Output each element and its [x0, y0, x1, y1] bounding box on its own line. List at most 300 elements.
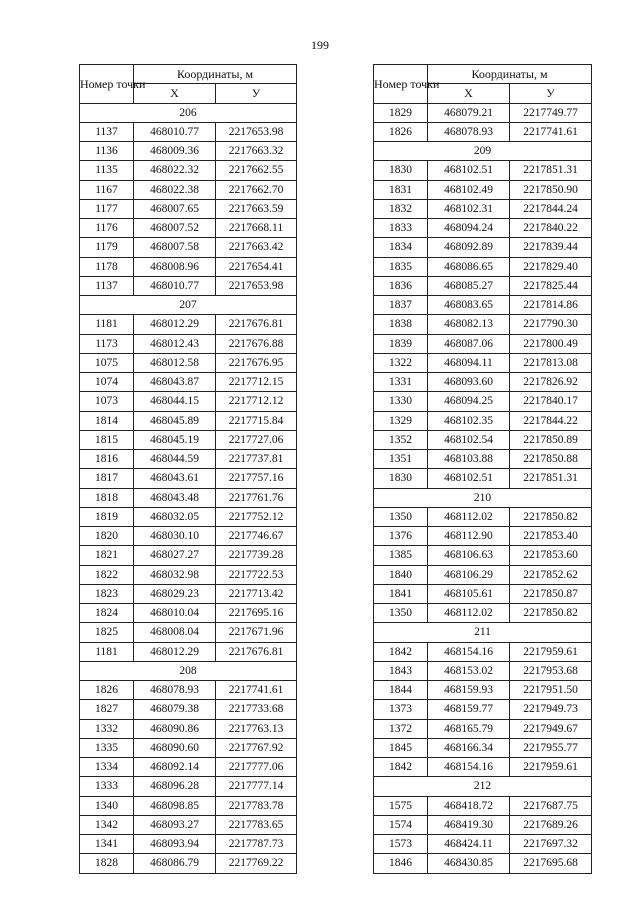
- x-coordinate-cell: 468010.77: [134, 276, 216, 295]
- y-coordinate-cell: 2217676.81: [216, 642, 297, 661]
- point-number-cell: 1845: [374, 738, 428, 757]
- y-coordinate-cell: 2217825.44: [510, 276, 592, 295]
- table-row: [80, 738, 297, 757]
- table-row: [80, 604, 297, 623]
- y-coordinate-cell: 2217752.12: [216, 507, 297, 526]
- table-body-left: [80, 103, 297, 873]
- x-coordinate-cell: 468103.88: [428, 450, 510, 469]
- x-coordinate-cell: 468022.38: [134, 180, 216, 199]
- y-coordinate-cell: 2217653.98: [216, 122, 297, 141]
- point-number-cell: 1834: [374, 238, 428, 257]
- x-coordinate-cell: 468007.52: [134, 219, 216, 238]
- y-coordinate-cell: 2217800.49: [510, 334, 592, 353]
- x-coordinate-cell: 468090.60: [134, 738, 216, 757]
- x-coordinate-cell: 468092.89: [428, 238, 510, 257]
- point-number-cell: 1385: [374, 546, 428, 565]
- group-row: [374, 488, 592, 507]
- table-row: [374, 796, 592, 815]
- table-row: [374, 507, 592, 526]
- x-coordinate-cell: 468105.61: [428, 584, 510, 603]
- y-coordinate-cell: 2217763.13: [216, 719, 297, 738]
- point-number-cell: 1575: [374, 796, 428, 815]
- x-coordinate-cell: 468112.02: [428, 507, 510, 526]
- table-row: [374, 411, 592, 430]
- point-number-cell: 1352: [374, 430, 428, 449]
- x-coordinate-cell: 468086.79: [134, 854, 216, 873]
- y-coordinate-cell: 2217826.92: [510, 373, 592, 392]
- y-coordinate-cell: 2217663.42: [216, 238, 297, 257]
- table-row: [374, 758, 592, 777]
- point-number-cell: 1350: [374, 604, 428, 623]
- point-number-cell: 1335: [80, 738, 134, 757]
- point-number-cell: 1828: [80, 854, 134, 873]
- point-number-cell: 1329: [374, 411, 428, 430]
- point-number-cell: 1814: [80, 411, 134, 430]
- point-number-cell: 1821: [80, 546, 134, 565]
- point-number-cell: 1842: [374, 642, 428, 661]
- point-number-cell: 1844: [374, 681, 428, 700]
- y-coordinate-cell: 2217663.59: [216, 199, 297, 218]
- point-number-header: Номер точки: [374, 65, 428, 104]
- group-number: 212: [374, 777, 592, 796]
- y-coordinate-cell: 2217850.87: [510, 584, 592, 603]
- x-coordinate-cell: 468102.51: [428, 161, 510, 180]
- x-coordinate-cell: 468043.48: [134, 488, 216, 507]
- point-number-cell: 1340: [80, 796, 134, 815]
- point-number-cell: 1838: [374, 315, 428, 334]
- table-row: [80, 623, 297, 642]
- y-coordinate-cell: 2217737.81: [216, 450, 297, 469]
- y-coordinate-cell: 2217676.81: [216, 315, 297, 334]
- x-coordinate-cell: 468022.32: [134, 161, 216, 180]
- y-coordinate-cell: 2217851.31: [510, 161, 592, 180]
- y-coordinate-cell: 2217749.77: [510, 103, 592, 122]
- x-coordinate-cell: 468102.49: [428, 180, 510, 199]
- y-coordinate-cell: 2217712.15: [216, 373, 297, 392]
- y-coordinate-cell: 2217839.44: [510, 238, 592, 257]
- y-coordinate-cell: 2217949.73: [510, 700, 592, 719]
- x-coordinate-cell: 468102.54: [428, 430, 510, 449]
- x-header: X: [134, 84, 216, 103]
- table-body-right: [374, 103, 592, 873]
- y-coordinate-cell: 2217739.28: [216, 546, 297, 565]
- point-number-cell: 1333: [80, 777, 134, 796]
- x-coordinate-cell: 468166.34: [428, 738, 510, 757]
- point-number-cell: 1817: [80, 469, 134, 488]
- y-header: У: [510, 84, 592, 103]
- y-coordinate-cell: 2217853.60: [510, 546, 592, 565]
- point-number-cell: 1824: [80, 604, 134, 623]
- point-number-cell: 1179: [80, 238, 134, 257]
- y-coordinate-cell: 2217850.82: [510, 604, 592, 623]
- table-row: [374, 238, 592, 257]
- x-coordinate-cell: 468032.98: [134, 565, 216, 584]
- x-coordinate-cell: 468093.27: [134, 815, 216, 834]
- x-coordinate-cell: 468012.43: [134, 334, 216, 353]
- y-coordinate-cell: 2217840.17: [510, 392, 592, 411]
- x-coordinate-cell: 468092.14: [134, 758, 216, 777]
- y-coordinate-cell: 2217746.67: [216, 527, 297, 546]
- point-number-cell: 1830: [374, 161, 428, 180]
- x-coordinate-cell: 468106.63: [428, 546, 510, 565]
- y-coordinate-cell: 2217949.67: [510, 719, 592, 738]
- x-coordinate-cell: 468083.65: [428, 296, 510, 315]
- x-header: X: [428, 84, 510, 103]
- y-coordinate-cell: 2217741.61: [510, 122, 592, 141]
- x-coordinate-cell: 468008.04: [134, 623, 216, 642]
- table-row: [80, 315, 297, 334]
- y-coordinate-cell: 2217955.77: [510, 738, 592, 757]
- x-coordinate-cell: 468008.96: [134, 257, 216, 276]
- table-row: [80, 257, 297, 276]
- point-number-cell: 1330: [374, 392, 428, 411]
- table-row: [80, 142, 297, 161]
- y-coordinate-cell: 2217757.16: [216, 469, 297, 488]
- group-row: [80, 296, 297, 315]
- point-number-cell: 1181: [80, 315, 134, 334]
- group-row: [80, 103, 297, 122]
- y-coordinate-cell: 2217741.61: [216, 681, 297, 700]
- y-coordinate-cell: 2217853.40: [510, 527, 592, 546]
- table-row: [80, 392, 297, 411]
- point-number-cell: 1831: [374, 180, 428, 199]
- point-number-cell: 1826: [80, 681, 134, 700]
- x-coordinate-cell: 468032.05: [134, 507, 216, 526]
- point-number-cell: 1842: [374, 758, 428, 777]
- table-row: [80, 546, 297, 565]
- y-coordinate-cell: 2217676.95: [216, 353, 297, 372]
- y-coordinate-cell: 2217783.65: [216, 815, 297, 834]
- point-number-cell: 1827: [80, 700, 134, 719]
- point-number-cell: 1136: [80, 142, 134, 161]
- table-row: [374, 738, 592, 757]
- x-coordinate-cell: 468012.29: [134, 315, 216, 334]
- point-number-cell: 1830: [374, 469, 428, 488]
- x-coordinate-cell: 468043.61: [134, 469, 216, 488]
- y-coordinate-cell: 2217850.90: [510, 180, 592, 199]
- table-row: [374, 180, 592, 199]
- point-number-cell: 1135: [80, 161, 134, 180]
- y-coordinate-cell: 2217671.96: [216, 623, 297, 642]
- y-coordinate-cell: 2217850.88: [510, 450, 592, 469]
- table-row: [80, 835, 297, 854]
- point-number-cell: 1181: [80, 642, 134, 661]
- y-coordinate-cell: 2217813.08: [510, 353, 592, 372]
- table-row: [374, 199, 592, 218]
- point-number-cell: 1818: [80, 488, 134, 507]
- table-row: [374, 373, 592, 392]
- table-row: [374, 527, 592, 546]
- x-coordinate-cell: 468086.65: [428, 257, 510, 276]
- table-row: [80, 334, 297, 353]
- x-coordinate-cell: 468082.13: [428, 315, 510, 334]
- y-coordinate-cell: 2217850.82: [510, 507, 592, 526]
- table-row: [80, 488, 297, 507]
- coordinates-header: Координаты, м: [134, 65, 297, 84]
- x-coordinate-cell: 468030.10: [134, 527, 216, 546]
- y-coordinate-cell: 2217777.06: [216, 758, 297, 777]
- y-coordinate-cell: 2217715.84: [216, 411, 297, 430]
- point-number-cell: 1376: [374, 527, 428, 546]
- table-row: [80, 796, 297, 815]
- x-coordinate-cell: 468424.11: [428, 835, 510, 854]
- table-row: [374, 681, 592, 700]
- group-row: [374, 142, 592, 161]
- point-number-cell: 1839: [374, 334, 428, 353]
- table-row: [80, 854, 297, 873]
- y-coordinate-cell: 2217829.40: [510, 257, 592, 276]
- point-number-header: Номер точки: [80, 65, 134, 104]
- x-coordinate-cell: 468012.58: [134, 353, 216, 372]
- x-coordinate-cell: 468102.51: [428, 469, 510, 488]
- table-row: [374, 103, 592, 122]
- table-row: [80, 180, 297, 199]
- point-number-cell: 1342: [80, 815, 134, 834]
- y-coordinate-cell: 2217851.31: [510, 469, 592, 488]
- y-coordinate-cell: 2217777.14: [216, 777, 297, 796]
- y-coordinate-cell: 2217662.70: [216, 180, 297, 199]
- table-row: [374, 719, 592, 738]
- y-coordinate-cell: 2217959.61: [510, 758, 592, 777]
- y-coordinate-cell: 2217733.68: [216, 700, 297, 719]
- group-number: 209: [374, 142, 592, 161]
- coordinates-header: Координаты, м: [428, 65, 592, 84]
- y-coordinate-cell: 2217852.62: [510, 565, 592, 584]
- table-row: [80, 507, 297, 526]
- x-coordinate-cell: 468027.27: [134, 546, 216, 565]
- table-row: [80, 238, 297, 257]
- table-row: [80, 815, 297, 834]
- table-row: [374, 430, 592, 449]
- y-coordinate-cell: 2217663.32: [216, 142, 297, 161]
- x-coordinate-cell: 468085.27: [428, 276, 510, 295]
- table-row: [374, 815, 592, 834]
- table-row: [80, 777, 297, 796]
- y-coordinate-cell: 2217850.89: [510, 430, 592, 449]
- point-number-cell: 1351: [374, 450, 428, 469]
- table-row: [374, 700, 592, 719]
- x-coordinate-cell: 468154.16: [428, 642, 510, 661]
- y-coordinate-cell: 2217767.92: [216, 738, 297, 757]
- group-row: [374, 623, 592, 642]
- y-coordinate-cell: 2217814.86: [510, 296, 592, 315]
- table-row: [80, 411, 297, 430]
- coordinates-table-left: [79, 64, 297, 874]
- point-number-cell: 1826: [374, 122, 428, 141]
- table-row: [80, 758, 297, 777]
- y-coordinate-cell: 2217769.22: [216, 854, 297, 873]
- x-coordinate-cell: 468043.87: [134, 373, 216, 392]
- x-coordinate-cell: 468106.29: [428, 565, 510, 584]
- point-number-cell: 1373: [374, 700, 428, 719]
- coordinates-table-right: [373, 64, 592, 874]
- group-row: [80, 661, 297, 680]
- point-number-cell: 1835: [374, 257, 428, 276]
- point-number-cell: 1841: [374, 584, 428, 603]
- y-header: У: [216, 84, 297, 103]
- table-row: [374, 257, 592, 276]
- table-row: [80, 565, 297, 584]
- x-coordinate-cell: 468012.29: [134, 642, 216, 661]
- x-coordinate-cell: 468096.28: [134, 777, 216, 796]
- y-coordinate-cell: 2217668.11: [216, 219, 297, 238]
- point-number-cell: 1167: [80, 180, 134, 199]
- x-coordinate-cell: 468159.93: [428, 681, 510, 700]
- x-coordinate-cell: 468079.21: [428, 103, 510, 122]
- table-row: [374, 219, 592, 238]
- point-number-cell: 1825: [80, 623, 134, 642]
- group-number: 206: [80, 103, 297, 122]
- table-row: [80, 199, 297, 218]
- point-number-cell: 1178: [80, 257, 134, 276]
- table-row: [80, 373, 297, 392]
- point-number-cell: 1331: [374, 373, 428, 392]
- y-coordinate-cell: 2217790.30: [510, 315, 592, 334]
- table-row: [374, 835, 592, 854]
- y-coordinate-cell: 2217953.68: [510, 661, 592, 680]
- point-number-cell: 1075: [80, 353, 134, 372]
- y-coordinate-cell: 2217959.61: [510, 642, 592, 661]
- x-coordinate-cell: 468153.02: [428, 661, 510, 680]
- point-number-cell: 1819: [80, 507, 134, 526]
- y-coordinate-cell: 2217783.78: [216, 796, 297, 815]
- y-coordinate-cell: 2217676.88: [216, 334, 297, 353]
- point-number-cell: 1573: [374, 835, 428, 854]
- y-coordinate-cell: 2217761.76: [216, 488, 297, 507]
- group-number: 211: [374, 623, 592, 642]
- x-coordinate-cell: 468430.85: [428, 854, 510, 873]
- point-number-cell: 1074: [80, 373, 134, 392]
- point-number-cell: 1341: [80, 835, 134, 854]
- point-number-cell: 1823: [80, 584, 134, 603]
- x-coordinate-cell: 468090.86: [134, 719, 216, 738]
- table-row: [374, 469, 592, 488]
- y-coordinate-cell: 2217727.06: [216, 430, 297, 449]
- table-row: [80, 719, 297, 738]
- point-number-cell: 1846: [374, 854, 428, 873]
- group-number: 208: [80, 661, 297, 680]
- y-coordinate-cell: 2217787.73: [216, 835, 297, 854]
- point-number-cell: 1350: [374, 507, 428, 526]
- group-number: 207: [80, 296, 297, 315]
- y-coordinate-cell: 2217712.12: [216, 392, 297, 411]
- y-coordinate-cell: 2217951.50: [510, 681, 592, 700]
- x-coordinate-cell: 468078.93: [428, 122, 510, 141]
- y-coordinate-cell: 2217695.16: [216, 604, 297, 623]
- x-coordinate-cell: 468419.30: [428, 815, 510, 834]
- table-row: [80, 276, 297, 295]
- y-coordinate-cell: 2217695.68: [510, 854, 592, 873]
- point-number-cell: 1833: [374, 219, 428, 238]
- point-number-cell: 1137: [80, 122, 134, 141]
- point-number-cell: 1332: [80, 719, 134, 738]
- table-row: [374, 122, 592, 141]
- x-coordinate-cell: 468094.24: [428, 219, 510, 238]
- table-row: [374, 353, 592, 372]
- point-number-cell: 1177: [80, 199, 134, 218]
- x-coordinate-cell: 468087.06: [428, 334, 510, 353]
- table-row: [374, 604, 592, 623]
- x-coordinate-cell: 468010.04: [134, 604, 216, 623]
- y-coordinate-cell: 2217653.98: [216, 276, 297, 295]
- x-coordinate-cell: 468102.35: [428, 411, 510, 430]
- x-coordinate-cell: 468418.72: [428, 796, 510, 815]
- point-number-cell: 1173: [80, 334, 134, 353]
- table-row: [374, 315, 592, 334]
- table-row: [80, 450, 297, 469]
- point-number-cell: 1836: [374, 276, 428, 295]
- point-number-cell: 1820: [80, 527, 134, 546]
- table-row: [374, 546, 592, 565]
- page-number: 199: [311, 38, 329, 52]
- point-number-cell: 1815: [80, 430, 134, 449]
- y-coordinate-cell: 2217844.24: [510, 199, 592, 218]
- x-coordinate-cell: 468029.23: [134, 584, 216, 603]
- x-coordinate-cell: 468093.60: [428, 373, 510, 392]
- x-coordinate-cell: 468159.77: [428, 700, 510, 719]
- table-row: [374, 450, 592, 469]
- table-row: [80, 430, 297, 449]
- table-row: [80, 469, 297, 488]
- point-number-cell: 1843: [374, 661, 428, 680]
- x-coordinate-cell: 468154.16: [428, 758, 510, 777]
- y-coordinate-cell: 2217689.26: [510, 815, 592, 834]
- table-row: [80, 122, 297, 141]
- point-number-cell: 1372: [374, 719, 428, 738]
- x-coordinate-cell: 468102.31: [428, 199, 510, 218]
- x-coordinate-cell: 468078.93: [134, 681, 216, 700]
- table-row: [80, 681, 297, 700]
- point-number-cell: 1816: [80, 450, 134, 469]
- point-number-cell: 1176: [80, 219, 134, 238]
- x-coordinate-cell: 468112.90: [428, 527, 510, 546]
- table-row: [374, 296, 592, 315]
- x-coordinate-cell: 468165.79: [428, 719, 510, 738]
- table-row: [374, 392, 592, 411]
- x-coordinate-cell: 468007.58: [134, 238, 216, 257]
- table-row: [374, 854, 592, 873]
- x-coordinate-cell: 468044.59: [134, 450, 216, 469]
- table-row: [80, 584, 297, 603]
- x-coordinate-cell: 468094.11: [428, 353, 510, 372]
- x-coordinate-cell: 468010.77: [134, 122, 216, 141]
- x-coordinate-cell: 468093.94: [134, 835, 216, 854]
- y-coordinate-cell: 2217697.32: [510, 835, 592, 854]
- table-row: [80, 161, 297, 180]
- table-row: [80, 219, 297, 238]
- x-coordinate-cell: 468112.02: [428, 604, 510, 623]
- point-number-cell: 1832: [374, 199, 428, 218]
- group-number: 210: [374, 488, 592, 507]
- x-coordinate-cell: 468079.38: [134, 700, 216, 719]
- point-number-cell: 1822: [80, 565, 134, 584]
- y-coordinate-cell: 2217722.53: [216, 565, 297, 584]
- point-number-cell: 1574: [374, 815, 428, 834]
- table-row: [80, 700, 297, 719]
- x-coordinate-cell: 468044.15: [134, 392, 216, 411]
- point-number-cell: 1837: [374, 296, 428, 315]
- x-coordinate-cell: 468098.85: [134, 796, 216, 815]
- table-row: [374, 642, 592, 661]
- x-coordinate-cell: 468045.19: [134, 430, 216, 449]
- point-number-cell: 1137: [80, 276, 134, 295]
- table-row: [374, 276, 592, 295]
- table-row: [374, 661, 592, 680]
- point-number-cell: 1073: [80, 392, 134, 411]
- table-row: [374, 334, 592, 353]
- point-number-cell: 1840: [374, 565, 428, 584]
- x-coordinate-cell: 468045.89: [134, 411, 216, 430]
